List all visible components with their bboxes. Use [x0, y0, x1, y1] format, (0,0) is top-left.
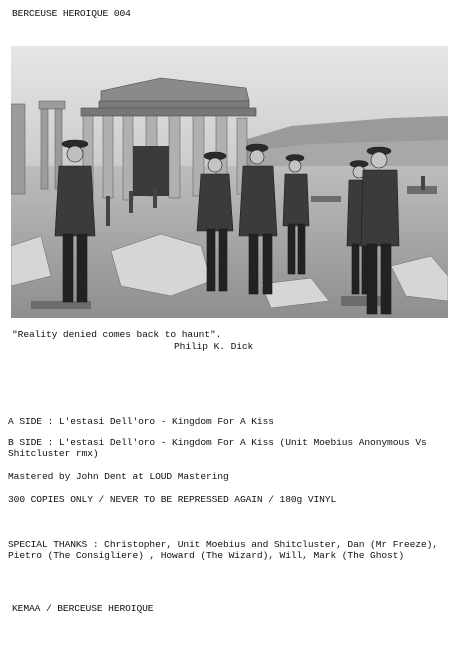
label-footer: KEMAA / BERCEUSE HEROIQUE	[12, 603, 154, 614]
archival-photo	[11, 46, 448, 318]
quote-author: Philip K. Dick	[174, 341, 254, 352]
quote-text: "Reality denied comes back to haunt".	[12, 329, 222, 340]
archival-photo-icon	[11, 46, 448, 318]
pressing-info: 300 COPIES ONLY / NEVER TO BE REPRESSED AGAIN / 180g VINYL	[8, 494, 337, 505]
catalog-title: BERCEUSE HEROIQUE 004	[12, 8, 131, 19]
special-thanks: SPECIAL THANKS : Christopher, Unit Moebius and Shitcluster, Dan (Mr Freeze),	[8, 539, 438, 550]
special-thanks-continued: Pietro (The Consigliere) , Howard (The Wizard), Will, Mark (The Ghost)	[8, 550, 405, 561]
b-side-track-continued: Shitcluster rmx)	[8, 448, 99, 459]
b-side-track: B SIDE : L'estasi Dell'oro - Kingdom For A Kiss (Unit Moebius Anonymous Vs	[8, 437, 427, 448]
mastering-credit: Mastered by John Dent at LOUD Mastering	[8, 471, 229, 482]
a-side-track: A SIDE : L'estasi Dell'oro - Kingdom For A Kiss	[8, 416, 274, 427]
